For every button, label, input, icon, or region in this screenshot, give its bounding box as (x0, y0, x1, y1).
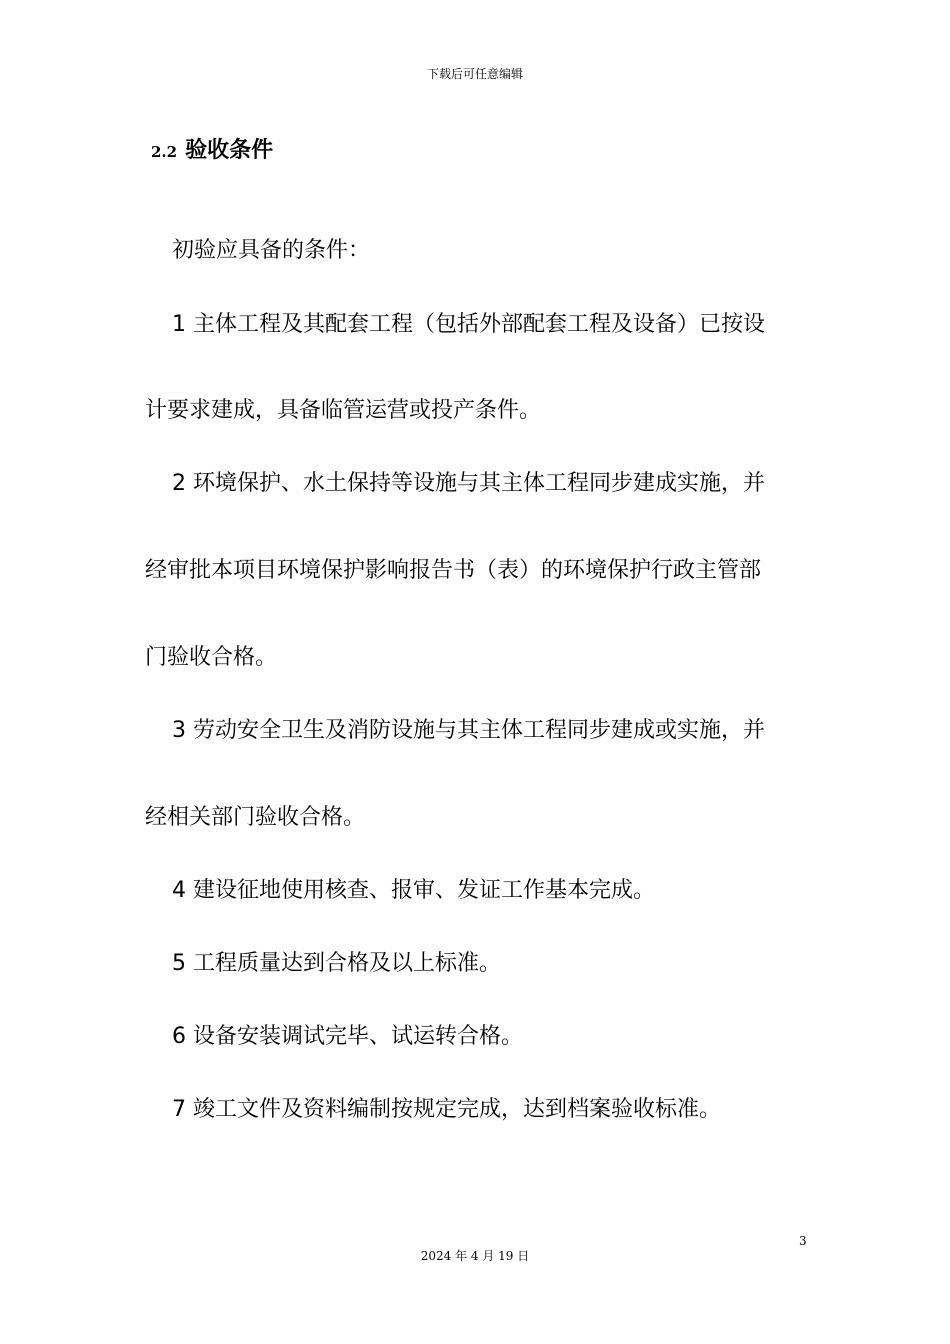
page-date: 2024 年 4 月 19 日 (420, 1249, 530, 1263)
item-5-line: 5 工程质量达到合格及以上标准。 (172, 951, 501, 976)
item-3-line-2: 经相关部门验收合格。 (145, 805, 366, 830)
header-note: 下载后可任意编辑 (426, 67, 523, 81)
item-2-line-2: 经审批本项目环境保护影响报告书（表）的环境保护行政主管部 (145, 558, 762, 583)
item-1-line-1: 1 主体工程及其配套工程（包括外部配套工程及设备）已按设 (172, 312, 765, 337)
section-number: 2.2 (151, 143, 178, 161)
item-3-line-1: 3 劳动安全卫生及消防设施与其主体工程同步建成或实施，并 (172, 718, 765, 743)
item-2-line-3: 门验收合格。 (145, 645, 278, 670)
intro-line: 初验应具备的条件： (172, 238, 371, 263)
item-1-line-2: 计要求建成，具备临管运营或投产条件。 (145, 398, 542, 423)
item-6-line: 6 设备安装调试完毕、试运转合格。 (172, 1024, 523, 1049)
section-heading (151, 136, 273, 166)
page-number: 3 (799, 1234, 807, 1248)
item-4-line: 4 建设征地使用核查、报审、发证工作基本完成。 (172, 878, 655, 903)
section-title: 验收条件 (185, 138, 274, 163)
item-2-line-1: 2 环境保护、水土保持等设施与其主体工程同步建成实施，并 (172, 471, 765, 496)
item-7-line: 7 竣工文件及资料编制按规定完成，达到档案验收标准。 (172, 1097, 721, 1122)
